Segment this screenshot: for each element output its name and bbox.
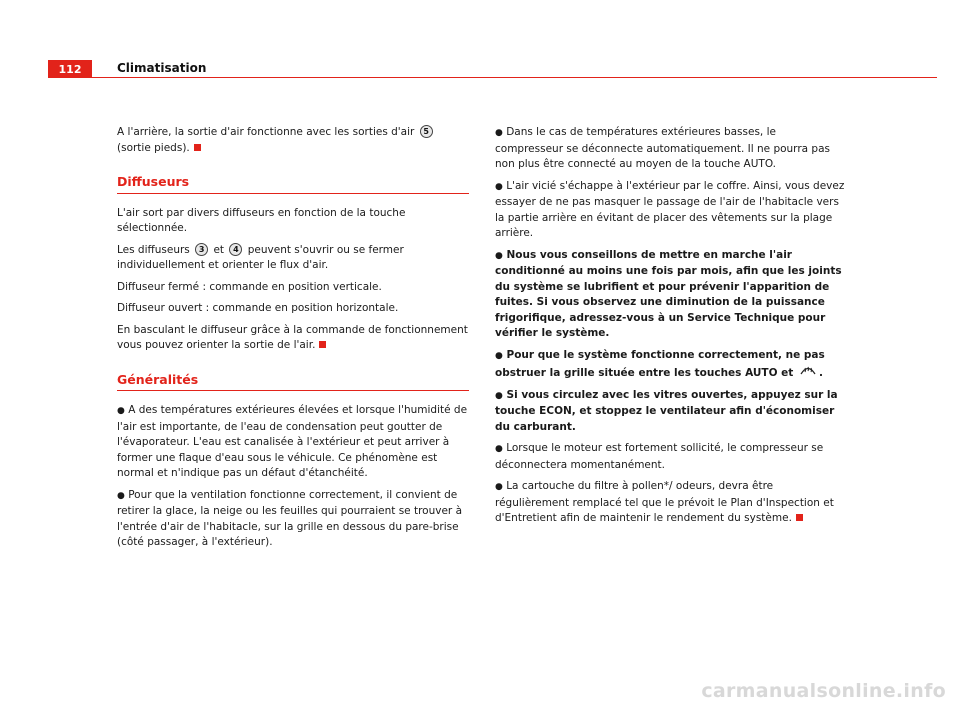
windscreen-defrost-icon: [799, 364, 817, 375]
bullet-icon: ●: [495, 482, 503, 492]
left-column: [117, 125, 469, 557]
section-heading-generalites: Généralités: [117, 371, 199, 387]
intro-paragraph: [117, 125, 469, 156]
callout-3-icon: 3: [195, 243, 208, 256]
header-rule: [48, 77, 937, 78]
right-bullet-3: [495, 248, 847, 342]
right-b2-text: L'air vicié s'échappe à l'extérieur par le coffre. Ainsi, vous devez essayer de ne pas masquer le passage de l'air de l'habitacle vers la partie arrière en évitant de placer des vêtements sur la plage arrière.: [495, 179, 845, 239]
diffuseurs-p5: [117, 323, 469, 354]
bullet-icon: ●: [117, 406, 125, 416]
section-heading-diffuseurs: Diffuseurs: [117, 174, 190, 189]
right-b7-text: La cartouche du filtre à pollen*/ odeurs, devra être régulièrement remplacé tel que le prévoit le Plan d'Inspection et d'Entretient afin de maintenir le rendement du système.: [495, 480, 834, 524]
bullet-icon: ●: [117, 490, 125, 501]
right-b4-text: Pour que le système fonctionne correctement, ne pas obstruer la grille située entre les touches AUTO et: [495, 348, 825, 379]
intro-text-a: A l'arrière, la sortie d'air fonctionne avec les sorties d'air: [117, 126, 415, 138]
section-rule: [117, 390, 469, 391]
end-mark-icon: [194, 144, 201, 151]
generalites-bullet-2: [117, 488, 469, 551]
diffuseurs-p3: Diffuseur fermé : commande en position verticale.: [117, 280, 382, 293]
right-bullet-5: [495, 388, 847, 436]
watermark: carmanualsonline.info: [701, 680, 946, 702]
diffuseurs-p2-a: Les diffuseurs: [117, 243, 190, 256]
bullet-icon: ●: [495, 350, 503, 361]
right-b1-text: Dans le cas de températures extérieures basses, le compresseur se déconnecte automatiquement. Il ne pourra pas non plus être connecté au moyen de la touche AUTO.: [495, 126, 830, 170]
diffuseurs-p2-and: et: [213, 243, 225, 256]
right-b4-end: .: [818, 367, 823, 379]
right-bullet-2: [495, 179, 847, 242]
right-bullet-1: [495, 125, 847, 173]
bullet-icon: ●: [495, 390, 503, 401]
intro-text-b: (sortie pieds).: [117, 141, 190, 154]
generalites-b1-text: A des températures extérieures élevées et lorsque l'humidité de l'air est importante, de l'eau de condensation peut goutter de l'évaporateur. L'eau est canalisée à l'extérieur et peut arriver à former une flaque d'eau sous le véhicule. Ce phénomène est normal et n'indique pas un défaut d'étanchéité.: [117, 404, 468, 479]
callout-5-icon: 5: [420, 125, 433, 138]
right-bullet-4: [495, 348, 847, 382]
end-mark-icon: [796, 514, 803, 521]
right-column: [495, 125, 847, 533]
diffuseurs-p2: [117, 243, 469, 274]
bullet-icon: ●: [495, 250, 503, 261]
bullet-icon: ●: [495, 444, 503, 454]
diffuseurs-p4: Diffuseur ouvert : commande en position horizontale.: [117, 302, 399, 314]
bullet-icon: ●: [495, 181, 503, 192]
section-rule: [117, 193, 469, 194]
callout-4-icon: 4: [229, 243, 242, 256]
generalites-bullet-1: [117, 403, 469, 482]
page-number: 112: [48, 60, 92, 78]
end-mark-icon: [319, 341, 326, 348]
diffuseurs-p1: L'air sort par divers diffuseurs en fonction de la touche sélectionnée.: [117, 206, 406, 234]
right-b5-text: Si vous circulez avec les vitres ouvertes, appuyez sur la touche ECON, et stoppez le ventilateur afin d'économiser du carburant.: [495, 388, 838, 433]
right-b6-text: Lorsque le moteur est fortement sollicité, le compresseur se déconnectera momentanément.: [495, 442, 824, 471]
bullet-icon: ●: [495, 128, 503, 138]
generalites-b2-text: Pour que la ventilation fonctionne correctement, il convient de retirer la glace, la neige ou les feuilles qui pourraient se trouver à l'entrée d'air de l'habitacle, sur la grille en dessous du pare-brise (côté passager, à l'extérieur).: [117, 488, 463, 548]
right-bullet-7: [495, 479, 847, 527]
right-bullet-6: [495, 441, 847, 473]
page-title: Climatisation: [117, 61, 207, 75]
right-b3-text: Nous vous conseillons de mettre en marche l'air conditionné au moins une fois par mois, afin que les joints du système se lubrifient et pour prévenir l'apparition de fuites. Si vous observez une diminution de la puissance frigorifique, adressez-vous à un Service Technique pour vérifier le système.: [495, 248, 842, 339]
diffuseurs-p5-text: En basculant le diffuseur grâce à la commande de fonctionnement vous pouvez orienter la sortie de l'air.: [117, 323, 468, 351]
diffuseurs-p2-b: peuvent s'ouvrir ou se fermer individuellement et orienter le flux d'air.: [117, 243, 404, 271]
